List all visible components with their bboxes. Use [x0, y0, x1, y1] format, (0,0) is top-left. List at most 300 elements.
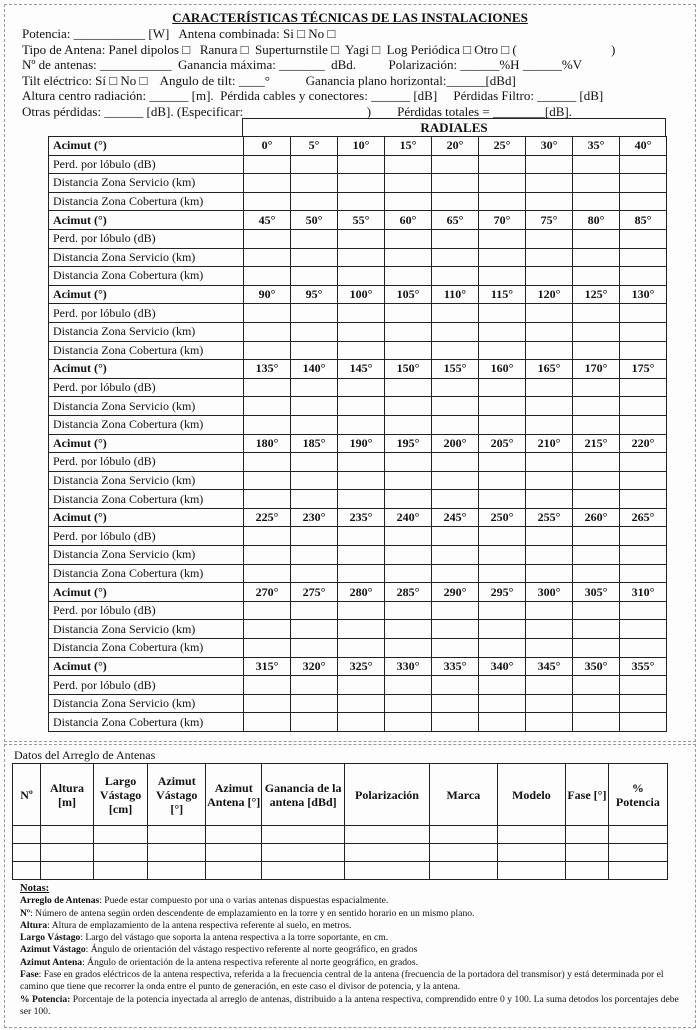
input-cell[interactable] [432, 267, 479, 286]
input-cell[interactable] [432, 713, 479, 732]
input-cell[interactable] [385, 192, 432, 211]
input-cell[interactable] [526, 620, 573, 639]
input-cell[interactable] [291, 527, 338, 546]
input-cell[interactable] [385, 304, 432, 323]
input-cell[interactable] [244, 415, 291, 434]
input-cell[interactable] [385, 322, 432, 341]
antenna-array-table [12, 763, 668, 880]
input-cell[interactable] [13, 826, 41, 844]
input-cell[interactable] [338, 378, 385, 397]
input-cell[interactable] [432, 341, 479, 360]
column-header: Largo Vástago [cm] [93, 764, 147, 826]
input-cell[interactable] [291, 397, 338, 416]
table-row [49, 192, 667, 211]
row-label: Distancia Zona Servicio (km) [49, 322, 244, 341]
input-cell[interactable] [497, 862, 565, 880]
header-line[interactable]: Altura centro radiación: ______ [m]. Pérdida cables y conectores: ______ [dB] Pérdidas Filtro: ______ [dB] [22, 88, 604, 103]
input-cell[interactable] [479, 453, 526, 472]
row-label: Acimut (°) [49, 137, 244, 156]
input-cell[interactable] [385, 564, 432, 583]
input-cell[interactable] [432, 304, 479, 323]
input-cell[interactable] [479, 713, 526, 732]
input-cell[interactable] [526, 397, 573, 416]
input-cell[interactable] [291, 267, 338, 286]
input-cell[interactable] [573, 527, 620, 546]
input-cell[interactable] [479, 676, 526, 695]
input-cell[interactable] [497, 826, 565, 844]
input-cell[interactable] [573, 248, 620, 267]
input-cell[interactable] [291, 415, 338, 434]
header-line[interactable]: Nº de antenas: ___________ Ganancia máxima: _______ dBd. Polarización: ______%H ______%V [22, 57, 583, 72]
input-cell[interactable] [244, 378, 291, 397]
input-cell[interactable] [573, 155, 620, 174]
input-cell[interactable] [41, 862, 94, 880]
input-cell[interactable] [338, 229, 385, 248]
input-cell[interactable] [385, 601, 432, 620]
input-cell[interactable] [479, 304, 526, 323]
input-cell[interactable] [573, 713, 620, 732]
azimuth-row [49, 211, 667, 230]
input-cell[interactable] [338, 155, 385, 174]
azimuth-cell: 290° [432, 583, 479, 602]
input-cell[interactable] [338, 527, 385, 546]
input-cell[interactable] [526, 267, 573, 286]
input-cell[interactable] [244, 471, 291, 490]
input-cell[interactable] [244, 322, 291, 341]
input-cell[interactable] [291, 694, 338, 713]
input-cell[interactable] [206, 844, 262, 862]
input-cell[interactable] [148, 844, 206, 862]
input-cell[interactable] [479, 192, 526, 211]
input-cell[interactable] [291, 490, 338, 509]
input-cell[interactable] [244, 490, 291, 509]
input-cell[interactable] [291, 453, 338, 472]
input-cell[interactable] [573, 322, 620, 341]
input-cell[interactable] [385, 341, 432, 360]
input-cell[interactable] [573, 267, 620, 286]
input-cell[interactable] [573, 639, 620, 658]
input-cell[interactable] [432, 676, 479, 695]
azimuth-cell: 285° [385, 583, 432, 602]
column-header: Nº [13, 764, 41, 826]
note-term: Arreglo de Antenas [20, 895, 100, 907]
header-line[interactable]: Otras pérdidas: ______ [dB]. (Especificar: ) Pérdidas totales = ________[dB]. [22, 103, 572, 119]
input-cell[interactable] [620, 564, 667, 583]
input-cell[interactable] [479, 267, 526, 286]
azimuth-cell: 140° [291, 360, 338, 379]
azimuth-cell: 90° [244, 285, 291, 304]
input-cell[interactable] [244, 248, 291, 267]
input-cell[interactable] [566, 862, 609, 880]
input-cell[interactable] [479, 546, 526, 565]
input-cell[interactable] [432, 471, 479, 490]
input-cell[interactable] [608, 862, 667, 880]
input-cell[interactable] [526, 174, 573, 193]
input-cell[interactable] [432, 322, 479, 341]
input-cell[interactable] [526, 415, 573, 434]
input-cell[interactable] [291, 639, 338, 658]
input-cell[interactable] [291, 564, 338, 583]
input-cell[interactable] [385, 527, 432, 546]
input-cell[interactable] [41, 826, 94, 844]
input-cell[interactable] [429, 844, 497, 862]
table-row [49, 601, 667, 620]
input-cell[interactable] [620, 155, 667, 174]
input-cell[interactable] [338, 322, 385, 341]
input-cell[interactable] [526, 322, 573, 341]
input-cell[interactable] [291, 546, 338, 565]
input-cell[interactable] [206, 826, 262, 844]
input-cell[interactable] [526, 248, 573, 267]
input-cell[interactable] [479, 397, 526, 416]
input-cell[interactable] [620, 397, 667, 416]
input-cell[interactable] [432, 546, 479, 565]
input-cell[interactable] [385, 174, 432, 193]
input-cell[interactable] [573, 471, 620, 490]
input-cell[interactable] [338, 192, 385, 211]
input-cell[interactable] [13, 844, 41, 862]
input-cell[interactable] [291, 192, 338, 211]
input-cell[interactable] [526, 527, 573, 546]
input-cell[interactable] [479, 639, 526, 658]
input-cell[interactable] [620, 341, 667, 360]
azimuth-cell: 265° [620, 508, 667, 527]
input-cell[interactable] [573, 564, 620, 583]
input-cell[interactable] [620, 192, 667, 211]
input-cell[interactable] [432, 415, 479, 434]
input-cell[interactable] [526, 155, 573, 174]
input-cell[interactable] [432, 397, 479, 416]
input-cell[interactable] [244, 527, 291, 546]
input-cell[interactable] [291, 341, 338, 360]
input-cell[interactable] [148, 826, 206, 844]
input-cell[interactable] [479, 694, 526, 713]
input-cell[interactable] [479, 620, 526, 639]
input-cell[interactable] [385, 415, 432, 434]
input-cell[interactable] [526, 490, 573, 509]
input-cell[interactable] [432, 490, 479, 509]
input-cell[interactable] [620, 471, 667, 490]
input-cell[interactable] [385, 229, 432, 248]
input-cell[interactable] [262, 862, 345, 880]
input-cell[interactable] [566, 844, 609, 862]
input-cell[interactable] [385, 676, 432, 695]
input-cell[interactable] [479, 248, 526, 267]
azimuth-cell: 40° [620, 137, 667, 156]
input-cell[interactable] [338, 453, 385, 472]
input-cell[interactable] [432, 453, 479, 472]
input-cell[interactable] [573, 378, 620, 397]
input-cell[interactable] [244, 453, 291, 472]
input-cell[interactable] [385, 155, 432, 174]
input-cell[interactable] [385, 453, 432, 472]
input-cell[interactable] [432, 694, 479, 713]
input-cell[interactable] [620, 229, 667, 248]
input-cell[interactable] [385, 620, 432, 639]
input-cell[interactable] [479, 174, 526, 193]
input-cell[interactable] [338, 694, 385, 713]
input-cell[interactable] [338, 564, 385, 583]
input-cell[interactable] [479, 341, 526, 360]
input-cell[interactable] [429, 862, 497, 880]
input-cell[interactable] [93, 826, 147, 844]
input-cell[interactable] [93, 862, 147, 880]
input-cell[interactable] [13, 862, 41, 880]
header-line[interactable]: Potencia: ___________ [W] Antena combinada: Si □ No □ [22, 26, 336, 41]
input-cell[interactable] [573, 694, 620, 713]
input-cell[interactable] [432, 639, 479, 658]
input-cell[interactable] [620, 713, 667, 732]
note-text: : Puede estar compuesto por una o varias antenas dispuestas espacialmente. [99, 895, 389, 907]
input-cell[interactable] [385, 639, 432, 658]
note-text: Porcentaje de la potencia inyectada al arreglo de antenas, distribuido a la antena respectiva, comprendido entre 0 y 100. La suma detodos los porcentajes debe ser 100. [20, 993, 679, 1017]
input-cell[interactable] [432, 620, 479, 639]
input-cell[interactable] [573, 304, 620, 323]
input-cell[interactable] [620, 546, 667, 565]
input-cell[interactable] [526, 564, 573, 583]
azimuth-cell: 245° [432, 508, 479, 527]
input-cell[interactable] [620, 639, 667, 658]
input-cell[interactable] [385, 713, 432, 732]
input-cell[interactable] [244, 192, 291, 211]
input-cell[interactable] [338, 174, 385, 193]
input-cell[interactable] [573, 620, 620, 639]
input-cell[interactable] [432, 378, 479, 397]
row-label: Distancia Zona Cobertura (km) [49, 639, 244, 658]
input-cell[interactable] [244, 229, 291, 248]
input-cell[interactable] [338, 676, 385, 695]
table-row [49, 415, 667, 434]
input-cell[interactable] [573, 229, 620, 248]
input-cell[interactable] [244, 174, 291, 193]
input-cell[interactable] [244, 304, 291, 323]
input-cell[interactable] [244, 564, 291, 583]
input-cell[interactable] [338, 471, 385, 490]
input-cell[interactable] [244, 267, 291, 286]
input-cell[interactable] [432, 155, 479, 174]
input-cell[interactable] [620, 415, 667, 434]
input-cell[interactable] [479, 471, 526, 490]
input-cell[interactable] [338, 601, 385, 620]
input-cell[interactable] [244, 694, 291, 713]
input-cell[interactable] [429, 826, 497, 844]
input-cell[interactable] [526, 676, 573, 695]
input-cell[interactable] [338, 620, 385, 639]
input-cell[interactable] [244, 620, 291, 639]
input-cell[interactable] [526, 453, 573, 472]
input-cell[interactable] [526, 341, 573, 360]
input-cell[interactable] [338, 546, 385, 565]
input-cell[interactable] [291, 676, 338, 695]
input-cell[interactable] [620, 322, 667, 341]
input-cell[interactable] [244, 155, 291, 174]
input-cell[interactable] [526, 471, 573, 490]
input-cell[interactable] [338, 713, 385, 732]
input-cell[interactable] [345, 844, 430, 862]
input-cell[interactable] [526, 546, 573, 565]
input-cell[interactable] [291, 620, 338, 639]
input-cell[interactable] [338, 397, 385, 416]
row-label: Distancia Zona Cobertura (km) [49, 192, 244, 211]
input-cell[interactable] [526, 639, 573, 658]
input-cell[interactable] [262, 826, 345, 844]
column-header: Marca [429, 764, 497, 826]
input-cell[interactable] [432, 192, 479, 211]
azimuth-cell: 200° [432, 434, 479, 453]
input-cell[interactable] [479, 378, 526, 397]
page-title: CARACTERÍSTICAS TÉCNICAS DE LAS INSTALACIONES [172, 10, 528, 25]
input-cell[interactable] [244, 639, 291, 658]
row-label: Acimut (°) [49, 285, 244, 304]
input-cell[interactable] [573, 676, 620, 695]
input-cell[interactable] [620, 248, 667, 267]
input-cell[interactable] [526, 601, 573, 620]
input-cell[interactable] [432, 564, 479, 583]
input-cell[interactable] [385, 378, 432, 397]
input-cell[interactable] [244, 601, 291, 620]
input-cell[interactable] [573, 341, 620, 360]
input-cell[interactable] [291, 378, 338, 397]
header-line[interactable]: Tipo de Antena: Panel dipolos □ Ranura □ Superturnstile □ Yagi □ Log Periódica □ Otro □ ( ) [22, 41, 616, 57]
input-cell[interactable] [291, 601, 338, 620]
input-cell[interactable] [620, 267, 667, 286]
input-cell[interactable] [345, 826, 430, 844]
input-cell[interactable] [573, 397, 620, 416]
input-cell[interactable] [620, 620, 667, 639]
input-cell[interactable] [573, 453, 620, 472]
input-cell[interactable] [620, 490, 667, 509]
input-cell[interactable] [244, 397, 291, 416]
azimuth-cell: 340° [479, 657, 526, 676]
input-cell[interactable] [479, 415, 526, 434]
input-cell[interactable] [620, 304, 667, 323]
input-cell[interactable] [291, 471, 338, 490]
input-cell[interactable] [479, 229, 526, 248]
input-cell[interactable] [291, 322, 338, 341]
input-cell[interactable] [573, 546, 620, 565]
input-cell[interactable] [526, 229, 573, 248]
input-cell[interactable] [479, 155, 526, 174]
input-cell[interactable] [497, 844, 565, 862]
input-cell[interactable] [385, 248, 432, 267]
input-cell[interactable] [385, 694, 432, 713]
input-cell[interactable] [573, 490, 620, 509]
input-cell[interactable] [338, 415, 385, 434]
input-cell[interactable] [573, 415, 620, 434]
azimuth-cell: 5° [291, 137, 338, 156]
input-cell[interactable] [620, 378, 667, 397]
input-cell[interactable] [385, 546, 432, 565]
input-cell[interactable] [573, 192, 620, 211]
azimuth-cell: 230° [291, 508, 338, 527]
input-cell[interactable] [479, 527, 526, 546]
input-cell[interactable] [93, 844, 147, 862]
azimuth-cell: 110° [432, 285, 479, 304]
input-cell[interactable] [526, 378, 573, 397]
input-cell[interactable] [244, 676, 291, 695]
input-cell[interactable] [620, 174, 667, 193]
input-cell[interactable] [479, 490, 526, 509]
azimuth-cell: 280° [338, 583, 385, 602]
input-cell[interactable] [244, 546, 291, 565]
row-label: Perd. por lóbulo (dB) [49, 527, 244, 546]
input-cell[interactable] [432, 229, 479, 248]
input-cell[interactable] [338, 490, 385, 509]
table-row [49, 341, 667, 360]
input-cell[interactable] [608, 844, 667, 862]
note-item [20, 969, 690, 994]
row-label: Distancia Zona Cobertura (km) [49, 564, 244, 583]
input-cell[interactable] [385, 490, 432, 509]
input-cell[interactable] [526, 713, 573, 732]
input-cell[interactable] [291, 155, 338, 174]
note-term: Fase [20, 969, 39, 981]
input-cell[interactable] [338, 267, 385, 286]
input-cell[interactable] [338, 304, 385, 323]
input-cell[interactable] [206, 862, 262, 880]
input-cell[interactable] [566, 826, 609, 844]
table-row [49, 564, 667, 583]
input-cell[interactable] [385, 397, 432, 416]
input-cell[interactable] [479, 564, 526, 583]
azimuth-cell: 215° [573, 434, 620, 453]
input-cell[interactable] [291, 713, 338, 732]
input-cell[interactable] [573, 174, 620, 193]
input-cell[interactable] [432, 248, 479, 267]
input-cell[interactable] [620, 676, 667, 695]
input-cell[interactable] [148, 862, 206, 880]
input-cell[interactable] [291, 174, 338, 193]
row-label: Acimut (°) [49, 657, 244, 676]
input-cell[interactable] [526, 192, 573, 211]
azimuth-row [49, 434, 667, 453]
azimuth-cell: 165° [526, 360, 573, 379]
input-cell[interactable] [432, 174, 479, 193]
input-cell[interactable] [385, 471, 432, 490]
input-cell[interactable] [338, 248, 385, 267]
header-line[interactable]: Tilt eléctrico: Sí □ No □ Angulo de tilt: ____° Ganancia plano horizontal:______[dBd] [22, 72, 516, 88]
table-row [13, 844, 668, 862]
input-cell[interactable] [526, 304, 573, 323]
table-row [49, 490, 667, 509]
input-cell[interactable] [291, 304, 338, 323]
input-cell[interactable] [620, 694, 667, 713]
input-cell[interactable] [385, 267, 432, 286]
input-cell[interactable] [262, 844, 345, 862]
row-label: Distancia Zona Cobertura (km) [49, 415, 244, 434]
input-cell[interactable] [620, 527, 667, 546]
input-cell[interactable] [291, 248, 338, 267]
input-cell[interactable] [432, 527, 479, 546]
input-cell[interactable] [479, 322, 526, 341]
input-cell[interactable] [291, 229, 338, 248]
input-cell[interactable] [526, 694, 573, 713]
input-cell[interactable] [41, 844, 94, 862]
input-cell[interactable] [432, 601, 479, 620]
input-cell[interactable] [244, 713, 291, 732]
input-cell[interactable] [573, 601, 620, 620]
column-header: Polarización [345, 764, 430, 826]
input-cell[interactable] [620, 453, 667, 472]
column-header: Altura [m] [41, 764, 94, 826]
input-cell[interactable] [244, 341, 291, 360]
input-cell[interactable] [620, 601, 667, 620]
input-cell[interactable] [608, 826, 667, 844]
input-cell[interactable] [338, 341, 385, 360]
input-cell[interactable] [345, 862, 430, 880]
input-cell[interactable] [338, 639, 385, 658]
input-cell[interactable] [479, 601, 526, 620]
